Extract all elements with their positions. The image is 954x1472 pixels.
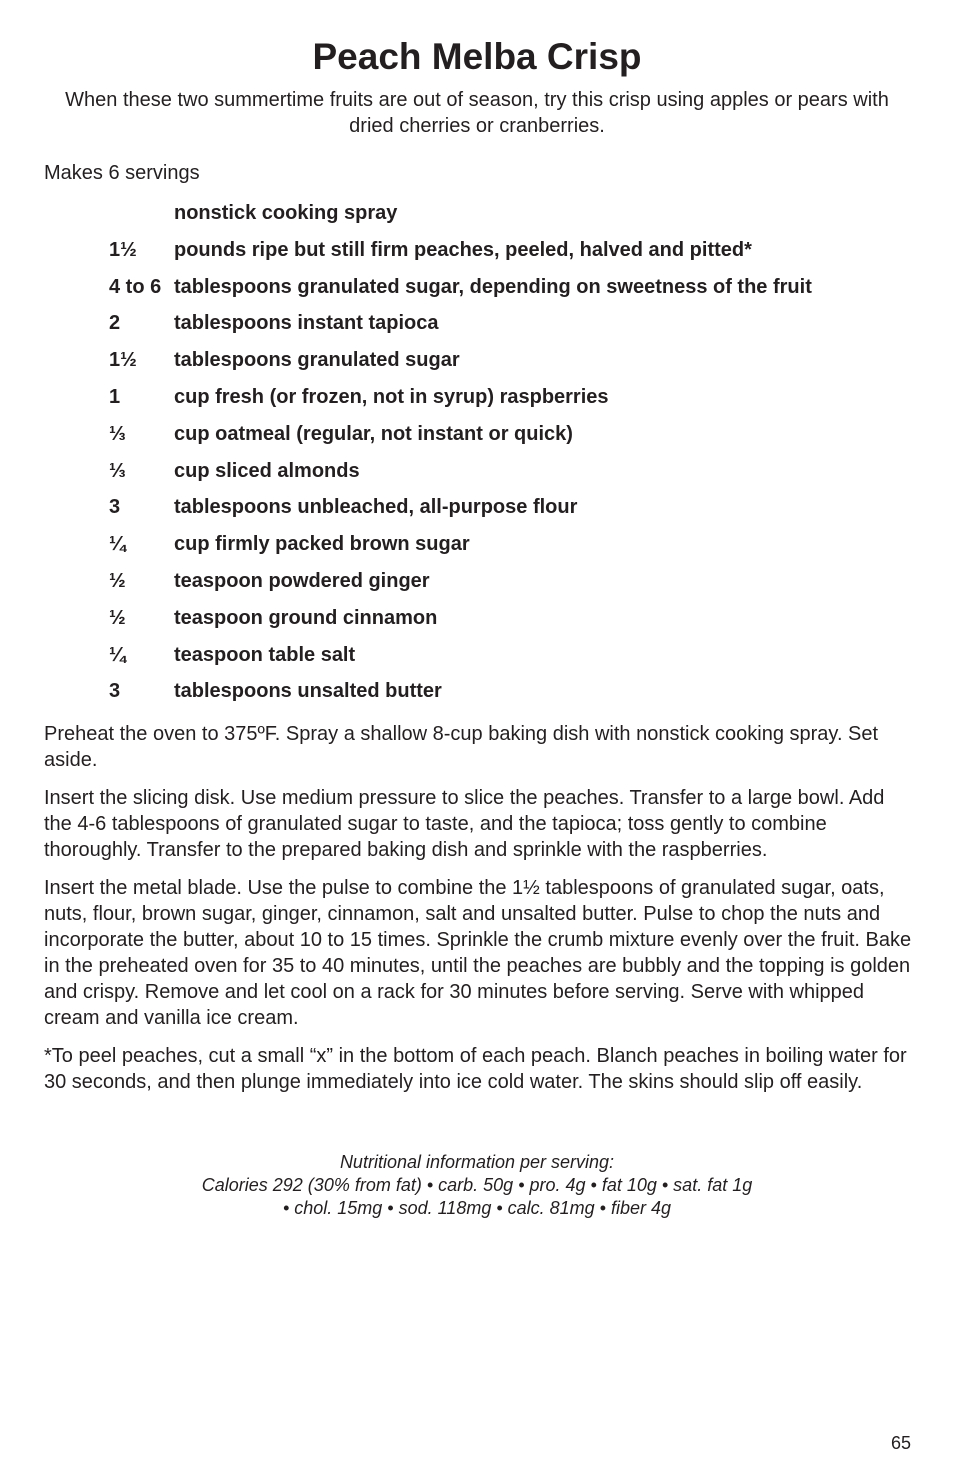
ingredient-quantity: 4 to 6: [109, 275, 162, 298]
nutrition-info: [0, 1151, 954, 1220]
recipe-yield: Makes 6 servings: [44, 162, 200, 184]
ingredient-list: [109, 198, 929, 713]
ingredient-row: [109, 272, 929, 309]
ingredient-row: [109, 235, 929, 272]
ingredient-name: tablespoons instant tapioca: [174, 312, 439, 335]
ingredient-quantity: ¼: [109, 533, 126, 556]
ingredient-quantity: 3: [109, 680, 121, 703]
ingredient-quantity: 1: [109, 385, 121, 408]
ingredient-row: [109, 603, 929, 640]
ingredient-name: tablespoons granulated sugar: [174, 349, 460, 372]
ingredient-name: tablespoons unsalted butter: [174, 680, 442, 703]
ingredient-row: [109, 419, 929, 456]
ingredient-quantity: 1½: [109, 349, 137, 372]
instruction-step: Insert the slicing disk. Use medium pressure to slice the peaches. Transfer to a large bowl. Add the 4-6 tablespoons of granulated sugar to taste, and the tapioca; toss gently to combine thoroughly. Transfer to the prepared baking dish and sprinkle with the raspberries.: [44, 787, 885, 861]
ingredient-row: [109, 529, 929, 566]
ingredient-row: [109, 345, 929, 382]
ingredient-row: [109, 566, 929, 603]
ingredient-name: nonstick cooking spray: [174, 202, 398, 224]
ingredient-quantity: ⅓: [109, 422, 126, 445]
instruction-step: Insert the metal blade. Use the pulse to combine the 1½ tablespoons of granulated sugar, oats, nuts, flour, brown sugar, ginger, cinnamon, salt and unsalted butter. Pulse to chop the nuts and incorporate the butter, about 10 to 15 times. Sprinkle the crumb mixture evenly over the fruit. Bake in the preheated oven for 35 to 40 minutes, until the peaches are bubbly and the topping is golden and crispy. Remove and let cool on a rack for 30 minutes before serving. Serve with whipped cream and vanilla ice cream.: [44, 877, 912, 1029]
ingredient-quantity: ⅓: [109, 459, 126, 482]
recipe-intro: When these two summertime fruits are out of season, try this crisp using apples or pears with dried cherries or cranberries.: [65, 89, 889, 137]
nutrition-heading: Nutritional information per serving:: [339, 1152, 615, 1172]
ingredient-name: cup oatmeal (regular, not instant or quick): [174, 422, 573, 445]
footnote: *To peel peaches, cut a small “x” in the bottom of each peach. Blanch peaches in boiling water for 30 seconds, and then plunge immediately into ice cold water. The skins should slip off easily.: [44, 1045, 907, 1093]
ingredient-name: cup sliced almonds: [174, 459, 360, 482]
ingredient-row: [109, 456, 929, 493]
nutrition-line: • chol. 15mg • sod. 118mg • calc. 81mg • fiber 4g: [282, 1198, 672, 1218]
ingredient-name: teaspoon ground cinnamon: [174, 606, 438, 629]
ingredient-name: pounds ripe but still firm peaches, peeled, halved and pitted*: [174, 238, 752, 261]
ingredient-name: tablespoons granulated sugar, depending on sweetness of the fruit: [174, 275, 812, 298]
ingredient-row: [109, 198, 929, 235]
ingredient-quantity: 3: [109, 496, 121, 519]
ingredient-quantity: 1½: [109, 238, 137, 261]
ingredient-quantity: ½: [109, 606, 126, 629]
nutrition-line: Calories 292 (30% from fat) • carb. 50g • pro. 4g • fat 10g • sat. fat 1g: [201, 1175, 753, 1195]
ingredient-row: [109, 640, 929, 677]
ingredient-row: [109, 676, 929, 713]
page-number: 65: [890, 1433, 911, 1453]
ingredient-row: [109, 308, 929, 345]
ingredient-row: [109, 492, 929, 529]
instructions: [44, 721, 914, 1107]
ingredient-name: cup firmly packed brown sugar: [174, 533, 470, 556]
ingredient-quantity: 2: [109, 312, 121, 335]
instruction-step: Preheat the oven to 375ºF. Spray a shallow 8-cup baking dish with nonstick cooking spray. Set aside.: [44, 723, 879, 771]
ingredient-quantity: ¼: [109, 643, 126, 666]
recipe-title: Peach Melba Crisp: [312, 36, 642, 77]
ingredient-name: teaspoon powdered ginger: [174, 569, 430, 592]
ingredient-name: teaspoon table salt: [174, 643, 356, 666]
ingredient-row: [109, 382, 929, 419]
ingredient-name: cup fresh (or frozen, not in syrup) raspberries: [174, 385, 609, 408]
ingredient-quantity: ½: [109, 569, 126, 592]
ingredient-name: tablespoons unbleached, all-purpose flour: [174, 496, 578, 519]
